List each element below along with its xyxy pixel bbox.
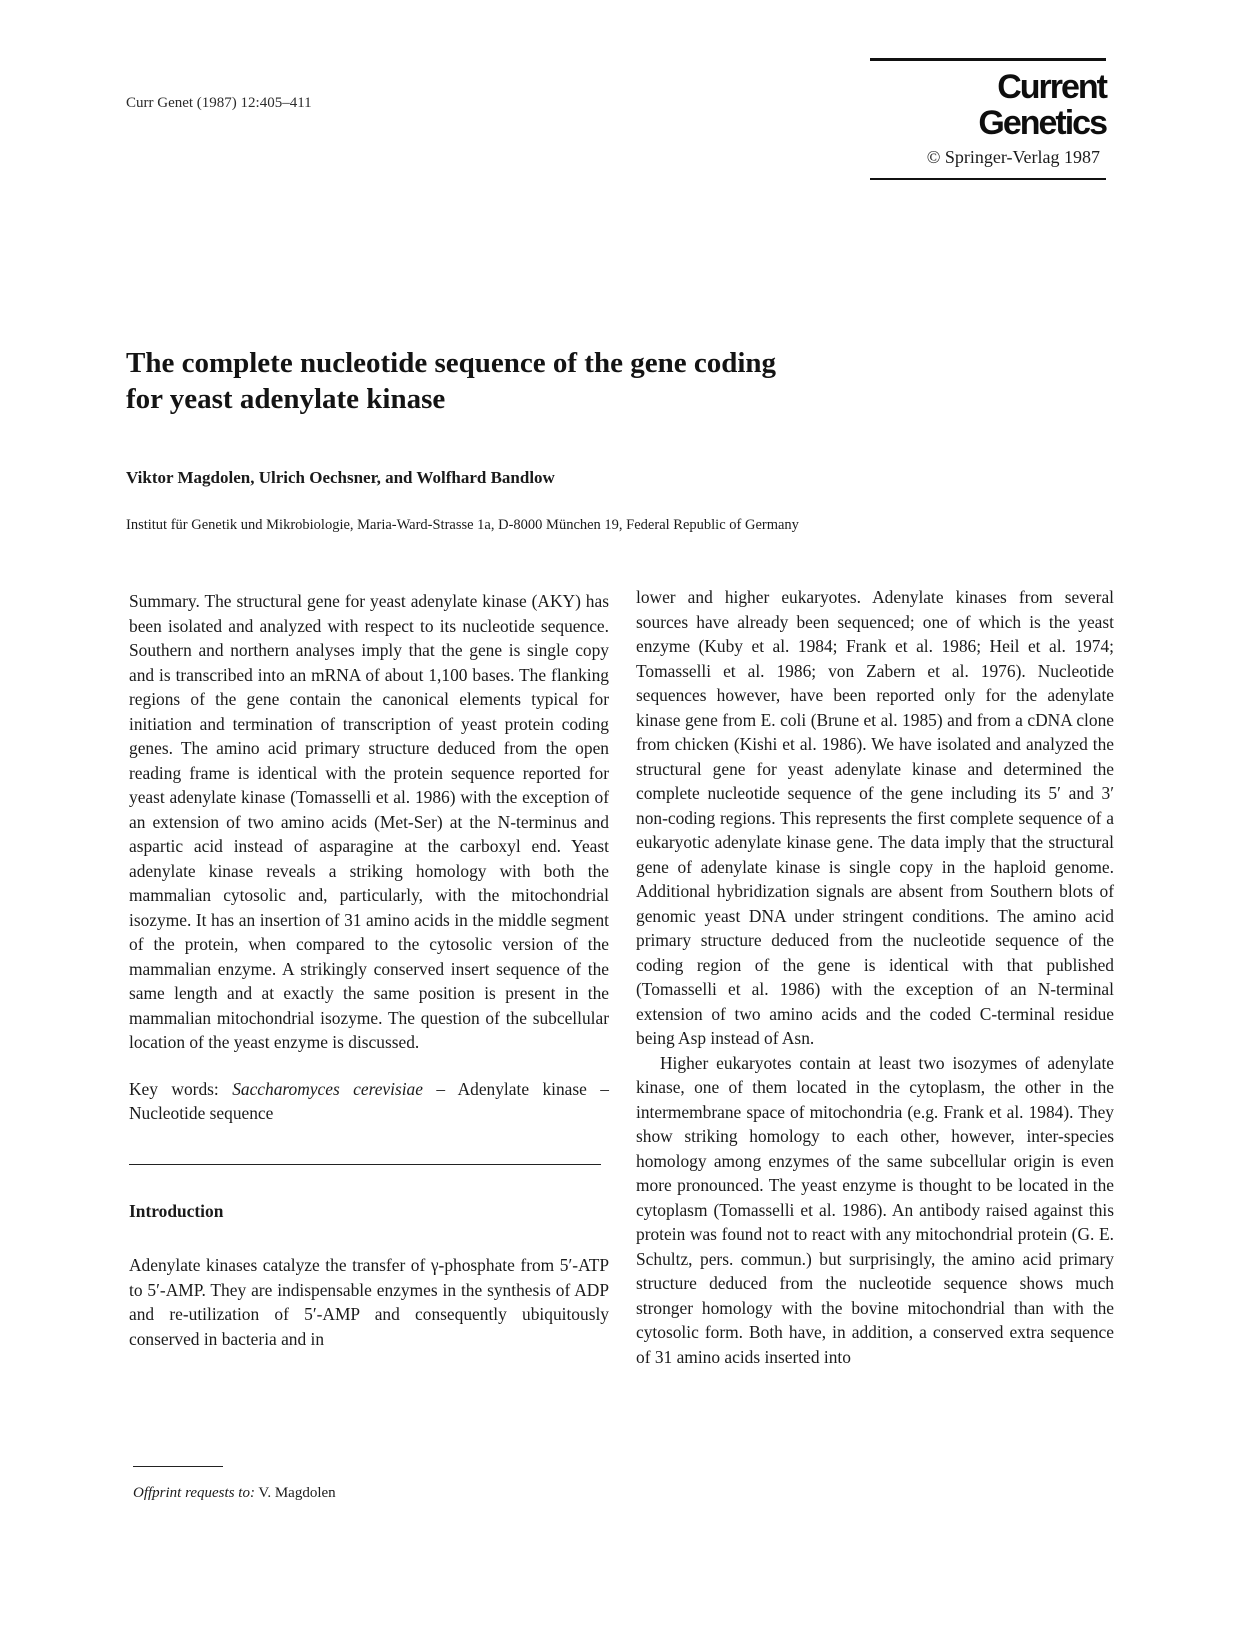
right-column [636, 585, 1114, 1369]
journal-name: Current Genetics [978, 68, 1106, 142]
introduction-paragraph-1-start [129, 1253, 609, 1351]
author-list: Viktor Magdolen, Ulrich Oechsner, and Wolfhard Bandlow [126, 468, 555, 487]
masthead-rule-bottom [870, 178, 1106, 180]
left-column [129, 589, 609, 1351]
summary-text: The structural gene for yeast adenylate kinase (AKY) has been isolated and analyzed with respect to its nucleotide sequence. Southern and northern analyses imply that the gene is single copy and is transcribed into an mRNA of about 1,100 bases. The flanking regions of the gene contain the canonical elements typical for initiation and termination of transcription of yeast protein coding genes. The amino acid primary structure deduced from the open reading frame is identical with the protein sequence reported for yeast adenylate kinase (Tomasselli et al. 1986) with the exception of an extension of two amino acids (Met-Ser) at the N-terminus and aspartic acid instead of asparagine at the carboxyl end. Yeast adenylate kinase reveals a striking homology with both the mammalian cytosolic and, particularly, with the mitochondrial isozyme. It has an insertion of 31 amino acids in the middle segment of the protein, when compared to the cytosolic version of the mammalian enzyme. A strikingly conserved insert sequence of the same length and at exactly the same position is present in the mammalian mitochondrial isozyme. The question of the subcellular location of the yeast enzyme is discussed. [129, 591, 609, 1052]
summary-paragraph [129, 589, 609, 1055]
keywords-rest: – Adenylate kinase – Nucleotide sequence [129, 1078, 610, 1123]
introduction-text-right: lower and higher eukaryotes. Adenylate kinases from several sources have already been sequenced; one of which is the yeast enzyme (Kuby et al. 1984; Frank et al. 1986; Heil et al. 1974; Tomasselli et al. 1986; von Zabern et al. 1976). Nucleotide sequences however, have been reported only for the adenylate kinase gene from E. coli (Brune et al. 1985) and from a cDNA clone from chicken (Kishi et al. 1986). We have isolated and analyzed the structural gene for yeast adenylate kinase and determined the complete nucleotide sequence of the gene including its 5′ and 3′ non-coding regions. This represents the first complete sequence of a eukaryotic adenylate kinase gene. The data imply that the structural gene of adenylate kinase is single copy in the haploid genome. Additional hybridization signals are absent from Southern blots of genomic yeast DNA under stringent conditions. The amino acid primary structure deduced from the nucleotide sequence of the coding region of the gene is identical with that published (Tomasselli et al. 1986) with the exception of an N-terminal extension of two amino acids and the coded C-terminal residue being Asp instead of Asn. [636, 587, 1114, 1048]
copyright-notice: © Springer-Verlag 1987 [926, 147, 1100, 167]
keywords [129, 1077, 609, 1126]
offprint-name: V. Magdolen [254, 1485, 336, 1501]
affiliation: Institut für Genetik und Mikrobiologie, Maria-Ward-Strasse 1a, D-8000 München 19, Federal Republic of Germany [126, 517, 799, 533]
keywords-organism: Saccharomyces cerevisiae [232, 1078, 423, 1099]
title-line-1: The complete nucleotide sequence of the gene coding [126, 347, 777, 379]
footnote-divider [133, 1466, 223, 1467]
introduction-paragraph-2: Higher eukaryotes contain at least two isozymes of adenylate kinase, one of them located in the cytoplasm, the other in the intermembrane space of mitochondria (e.g. Frank et al. 1984). They show striking homology to each other, however, inter-species homology among enzymes of the same subcellular origin is even more pronounced. The yeast enzyme is thought to be located in the cytoplasm (Tomasselli et al. 1986). An antibody raised against this protein was found not to react with any mitochondrial protein (G. E. Schultz, pers. commun.) but surprisingly, the amino acid primary structure deduced from the nucleotide sequence shows much stronger homology with the bovine mitochondrial than with the cytosolic form. Both have, in addition, a conserved extra sequence of 31 amino acids inserted into [636, 1052, 1114, 1367]
title-line-2: for yeast adenylate kinase [126, 383, 446, 415]
section-divider [129, 1164, 601, 1165]
journal-masthead [870, 58, 1106, 180]
keywords-label: Key words: [129, 1078, 219, 1099]
summary-heading: Summary. [129, 591, 200, 611]
introduction-paragraph-1-continued [636, 585, 1114, 1051]
offprint-footnote [133, 1485, 336, 1502]
offprint-label: Offprint requests to: [133, 1485, 255, 1501]
journal-citation: Curr Genet (1987) 12:405–411 [126, 95, 312, 111]
introduction-text-left: Adenylate kinases catalyze the transfer of γ-phosphate from 5′-ATP to 5′-AMP. They are indispensable enzymes in the synthesis of ADP and re-utilization of 5′-AMP and consequently ubiquitously conserved in bacteria and in [129, 1255, 609, 1349]
masthead-rule-top [870, 58, 1106, 61]
introduction-heading: Introduction [129, 1200, 224, 1221]
article-title [126, 345, 886, 417]
